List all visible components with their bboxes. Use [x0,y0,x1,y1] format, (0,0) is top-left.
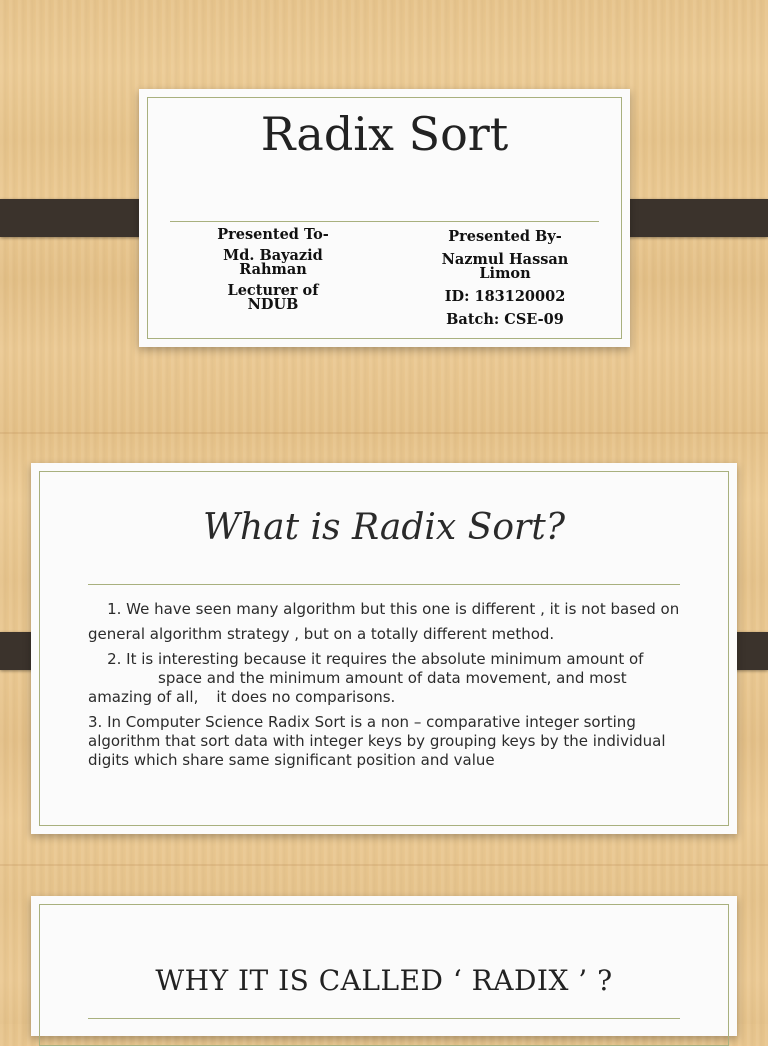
presenter-name: Nazmul Hassan Limon [441,251,569,282]
slide-heading: WHY IT IS CALLED ‘ RADIX ’ ? [155,964,613,997]
presenter-batch: Batch: CSE-09 [446,311,564,328]
heading-divider [88,584,680,585]
presented-by-block [425,230,585,336]
presented-to-role: Lecturer of NDUB [227,282,319,313]
point-1: 1. We have seen many algorithm but this one is different , it is not based on [107,600,680,618]
binder-strap-left [0,199,156,237]
slide-body [88,600,688,776]
presenter-id: ID: 183120002 [444,288,566,305]
presented-to-heading: Presented To- [217,226,329,243]
presented-by-heading: Presented By- [448,228,562,245]
presented-to-name: Md. Bayazid Rahman [223,247,323,278]
slide-heading: What is Radix Sort? [202,507,565,548]
binder-strap-right [612,199,768,237]
point-3: 3. In Computer Science Radix Sort is a non – comparative integer sorting algorithm that sort data with integer keys by grouping keys by the individual digits which share same significant position and value [88,713,666,769]
slide-what-is-radix-sort [31,463,737,834]
slide-title [139,89,630,347]
heading-divider [88,1018,680,1019]
point-1-continued: general algorithm strategy , but on a totally different method. [88,625,555,643]
point-2: 2. It is interesting because it requires the absolute minimum amount ofspace and the minimum amount of data movement, and most amazing of all, it does no comparisons. [88,650,644,706]
presented-to-block [201,228,345,319]
title-divider [170,221,599,222]
slide-why-called-radix [31,896,737,1036]
presentation-title: Radix Sort [260,107,509,161]
